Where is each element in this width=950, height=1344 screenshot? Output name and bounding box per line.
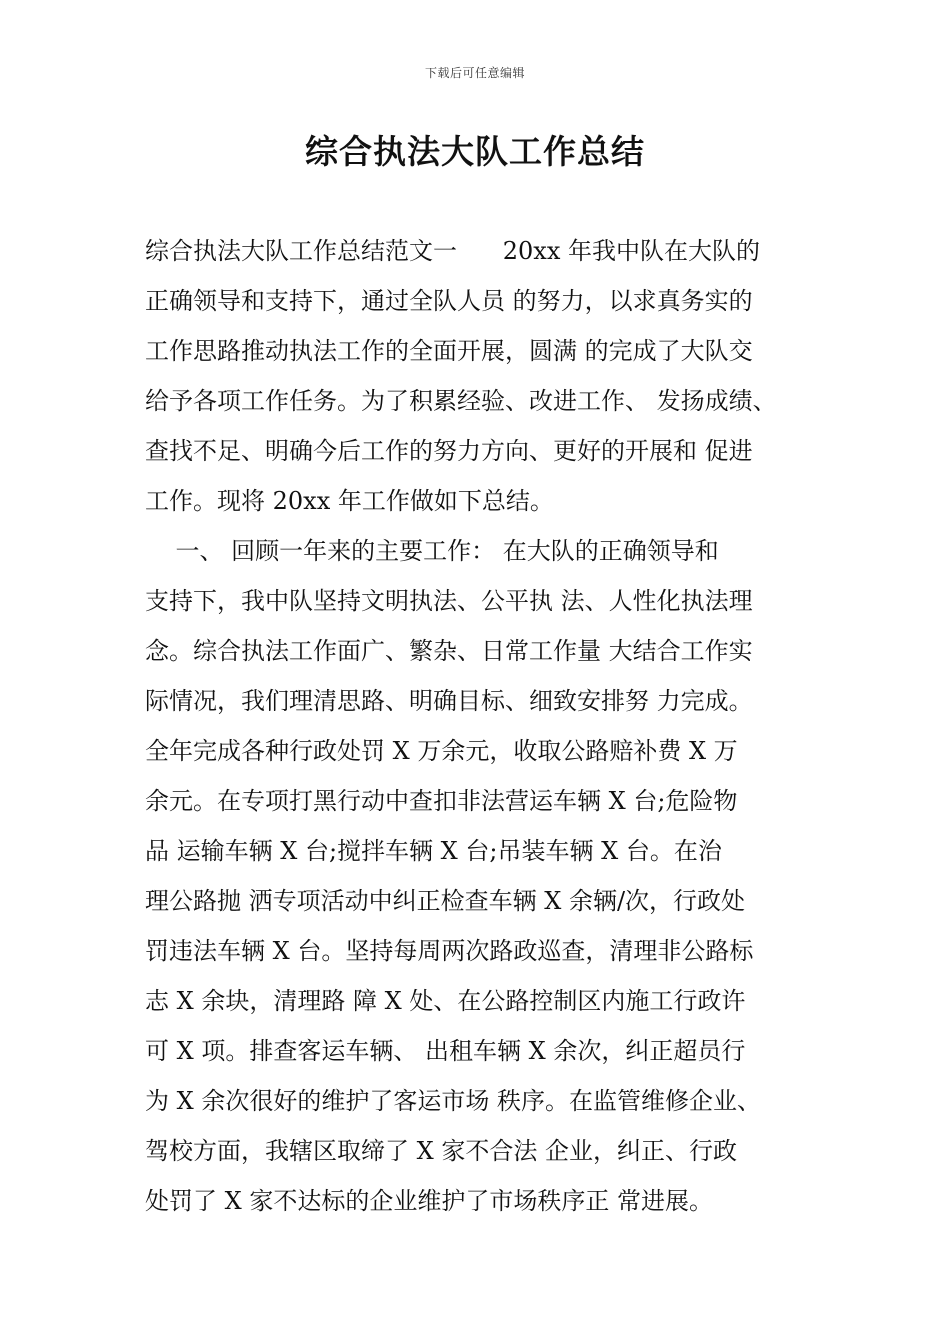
body-line: 品 运输车辆 X 台;搅拌车辆 X 台;吊装车辆 X 台。在治 [145, 837, 722, 865]
body-line: 罚违法车辆 X 台。坚持每周两次路政巡查，清理非公路标 [145, 937, 754, 965]
body-line: 一、 回顾一年来的主要工作： 在大队的正确领导和 [145, 537, 719, 565]
header-note: 下载后可任意编辑 [424, 66, 525, 80]
body-line: 余元。在专项打黑行动中查扣非法营运车辆 X 台;危险物 [145, 787, 738, 815]
document-title: 综合执法大队工作总结 [305, 132, 645, 171]
body-line: 综合执法大队工作总结范文一 20xx 年我中队在大队的 [145, 237, 761, 265]
document-body [145, 226, 815, 1226]
body-line: 查找不足、明确今后工作的努力方向、更好的开展和 促进 [145, 437, 753, 465]
body-line: 支持下，我中队坚持文明执法、公平执 法、人性化执法理 [145, 587, 753, 615]
body-line: 理公路抛 洒专项活动中纠正检查车辆 X 余辆/次，行政处 [145, 887, 746, 915]
body-line: 念。综合执法工作面广、繁杂、日常工作量 大结合工作实 [145, 637, 753, 665]
body-line: 处罚了 X 家不达标的企业维护了市场秩序正 常进展。 [145, 1187, 713, 1215]
body-line: 正确领导和支持下，通过全队人员 的努力，以求真务实的 [145, 287, 753, 315]
body-line: 工作思路推动执法工作的全面开展，圆满 的完成了大队交 [145, 337, 753, 365]
body-line: 工作。现将 20xx 年工作做如下总结。 [145, 487, 554, 515]
body-line: 际情况，我们理清思路、明确目标、细致安排努 力完成。 [145, 687, 753, 715]
body-line: 可 X 项。排查客运车辆、 出租车辆 X 余次，纠正超员行 [145, 1037, 746, 1065]
body-line: 驾校方面，我辖区取缔了 X 家不合法 企业，纠正、行政 [145, 1137, 737, 1165]
body-line: 全年完成各种行政处罚 X 万余元，收取公路赔补费 X 万 [145, 737, 738, 765]
body-line: 给予各项工作任务。为了积累经验、改进工作、 发扬成绩、 [145, 387, 777, 415]
body-line: 志 X 余块，清理路 障 X 处、在公路控制区内施工行政许 [145, 987, 746, 1015]
body-line: 为 X 余次很好的维护了客运市场 秩序。在监管维修企业、 [145, 1087, 761, 1115]
